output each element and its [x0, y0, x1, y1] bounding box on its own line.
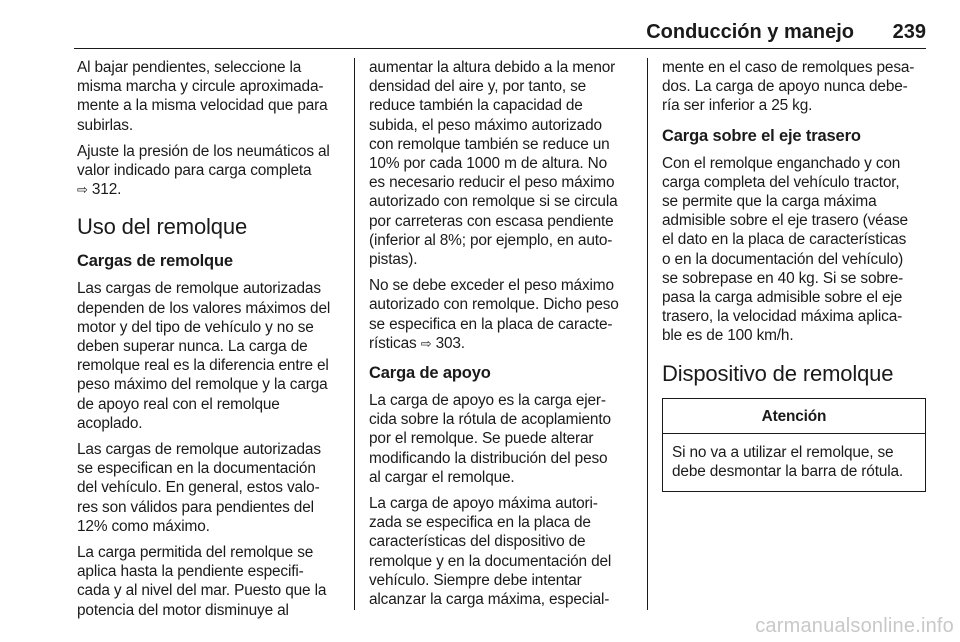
- arrow-reference-icon[interactable]: ⇨: [77, 182, 88, 198]
- notice-box: [662, 398, 926, 493]
- paragraph: [77, 440, 347, 536]
- paragraph: [662, 154, 928, 346]
- header-title: Conducción y manejo: [646, 21, 854, 43]
- text-line: admisible sobre el eje trasero (véase: [662, 212, 908, 230]
- text-line: pistas).: [369, 251, 418, 269]
- column-3: [662, 58, 928, 492]
- watermark: carmanualsonline.info: [755, 615, 954, 637]
- column-1: [77, 58, 347, 627]
- text-line: debe desmontar la barra de rótula.: [672, 463, 904, 481]
- text-line: potencia del motor disminuye al: [77, 601, 289, 619]
- text-line: por carreteras con escasa pendiente: [369, 212, 614, 230]
- text-line: res son válidos para pendientes del: [77, 498, 314, 516]
- column-divider-1: [354, 58, 355, 610]
- text-line: remolque y en la documentación del: [369, 552, 612, 570]
- text-line: aumentar la altura debido a la menor: [369, 59, 616, 76]
- paragraph: [369, 276, 639, 353]
- text-line: alcanzar la carga máxima, especial-: [369, 591, 610, 609]
- paragraph: [369, 58, 639, 269]
- text-line: zada se especifica en la placa de: [369, 514, 591, 532]
- section-heading: Uso del remolque: [77, 214, 248, 240]
- text-line: Las cargas de remolque autorizadas: [77, 441, 321, 459]
- text-fragment: rísticas: [369, 334, 417, 352]
- page-reference[interactable]: 303.: [435, 334, 465, 352]
- text-line: es necesario reducir el peso máximo: [369, 174, 615, 192]
- text-line: La carga de apoyo es la carga ejer-: [369, 392, 606, 410]
- text-line: ble es de 100 km/h.: [662, 327, 794, 345]
- subsection-heading: Carga sobre el eje trasero: [662, 126, 861, 145]
- text-line: dependen de los valores máximos del: [77, 299, 331, 317]
- page-number: 239: [892, 21, 926, 43]
- text-line: aplica hasta la pendiente especifi-: [77, 563, 304, 581]
- text-line: subirlas.: [77, 116, 133, 134]
- text-line: deben superar nunca. La carga de: [77, 338, 308, 356]
- text-line: con remolque también se reduce un: [369, 135, 610, 153]
- text-line: dos. La carga de apoyo nunca debe-: [662, 78, 908, 96]
- subsection-heading: Cargas de remolque: [77, 252, 233, 271]
- text-line: se especifican en la documentación: [77, 460, 316, 478]
- text-line: cida sobre la rótula de acoplamiento: [369, 411, 611, 429]
- text-line: reduce también la capacidad de: [369, 97, 583, 115]
- text-line: No se debe exceder el peso máximo: [369, 277, 614, 295]
- text-line: peso máximo del remolque y la carga: [77, 376, 328, 394]
- paragraph: [77, 279, 347, 433]
- text-line: se especifica en la placa de caracte-: [369, 315, 613, 333]
- paragraph: [77, 58, 347, 135]
- text-line: o en la documentación del vehículo): [662, 250, 904, 268]
- subsection-heading: Carga de apoyo: [369, 364, 491, 383]
- page-reference[interactable]: 312.: [91, 181, 122, 199]
- text-line: La carga de apoyo máxima autori-: [369, 495, 598, 513]
- text-line: de apoyo real con el remolque: [77, 395, 280, 413]
- paragraph: [369, 391, 639, 487]
- text-line: carga completa del vehículo tractor,: [662, 173, 900, 191]
- column-2: [369, 58, 639, 616]
- text-line: mente a la misma velocidad que para: [77, 97, 328, 115]
- text-line: La carga permitida del remolque se: [77, 544, 314, 562]
- text-line: misma marcha y circule aproximada-: [77, 78, 324, 96]
- text-line: Al bajar pendientes, seleccione la: [77, 59, 302, 76]
- text-line: al cargar el remolque.: [369, 468, 515, 486]
- text-line: subida, el peso máximo autorizado: [369, 116, 602, 134]
- text-line: motor y del tipo de vehículo y no se: [77, 318, 314, 336]
- text-line: densidad del aire y, por tanto, se: [369, 78, 587, 96]
- text-line: el dato en la placa de características: [662, 231, 907, 249]
- text-line: se sobrepase en 40 kg. Si se sobre-: [662, 269, 904, 287]
- page-header: [74, 0, 926, 49]
- column-divider-2: [647, 58, 648, 610]
- text-line: (inferior al 8%; por ejemplo, en auto-: [369, 231, 613, 249]
- text-line: vehículo. Siempre debe intentar: [369, 571, 582, 589]
- text-line: modificando la distribución del peso: [369, 449, 608, 467]
- text-line: 10% por cada 1000 m de altura. No: [369, 155, 608, 173]
- paragraph: [369, 494, 639, 609]
- arrow-reference-icon[interactable]: ⇨: [420, 335, 432, 351]
- text-line: mente en el caso de remolques pesa-: [662, 59, 915, 76]
- text-line: valor indicado para carga completa: [77, 162, 312, 180]
- text-line: pasa la carga admisible sobre el eje: [662, 289, 903, 307]
- text-line: 12% como máximo.: [77, 517, 210, 535]
- paragraph: [77, 543, 347, 620]
- paragraph: [77, 142, 347, 200]
- section-heading: Dispositivo de remolque: [662, 360, 894, 386]
- notice-title: Atención: [663, 399, 925, 434]
- text-line: Las cargas de remolque autorizadas: [77, 280, 321, 298]
- text-line: Si no va a utilizar el remolque, se: [672, 443, 894, 461]
- text-line: trasero, la velocidad máxima aplica-: [662, 308, 903, 326]
- text-line: cada y al nivel del mar. Puesto que la: [77, 582, 327, 600]
- text-line: ría ser inferior a 25 kg.: [662, 97, 813, 115]
- paragraph: [662, 58, 928, 116]
- text-line: acoplado.: [77, 414, 143, 432]
- text-line: características del dispositivo de: [369, 533, 586, 551]
- text-line: se permite que la carga máxima: [662, 193, 877, 211]
- text-line: del vehículo. En general, estos valo-: [77, 479, 320, 497]
- text-line: Con el remolque enganchado y con: [662, 154, 901, 172]
- text-line: autorizado con remolque si se circula: [369, 193, 618, 211]
- text-line: Ajuste la presión de los neumáticos al: [77, 142, 330, 160]
- notice-body: [663, 434, 925, 491]
- text-line: autorizado con remolque. Dicho peso: [369, 296, 619, 314]
- text-line: por el remolque. Se puede alterar: [369, 430, 594, 448]
- text-line: remolque real es la diferencia entre el: [77, 357, 329, 375]
